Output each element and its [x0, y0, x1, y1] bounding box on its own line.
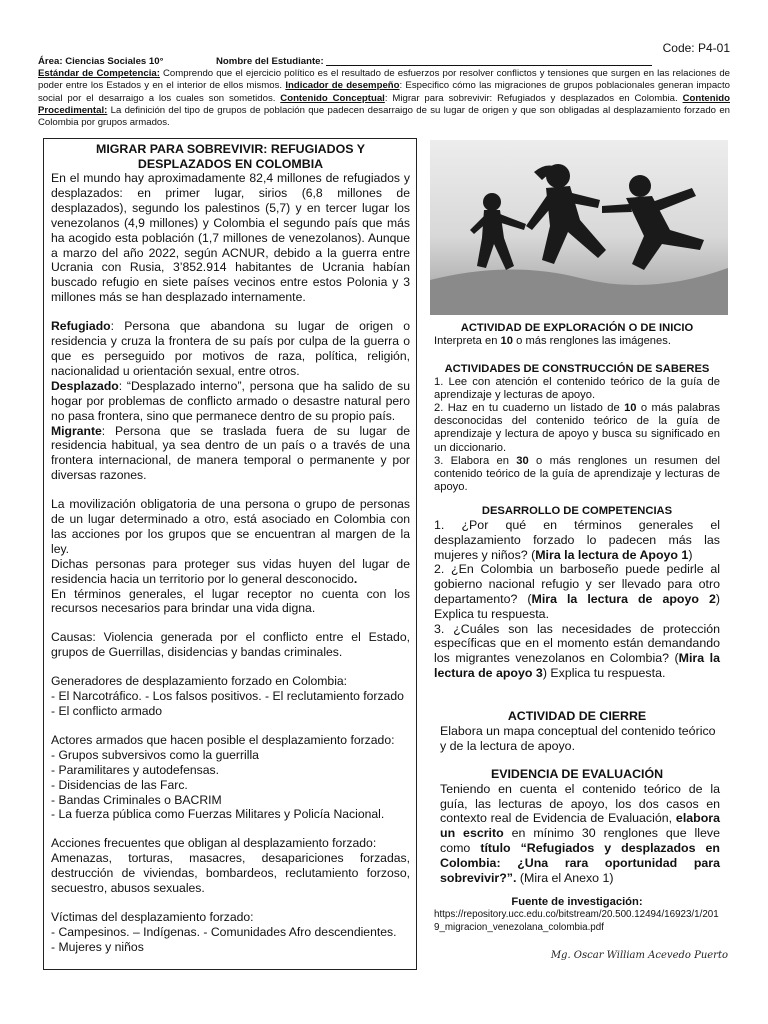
construccion-section — [434, 363, 720, 494]
generadores-item: - El conflicto armado — [51, 704, 163, 718]
desplazado-def-text: : “Desplazado interno”, persona que ha salido de su hogar por problemas de conflicto armado o desastre natural pero no pasa frontera, sino que permanece dentro de su propio país. — [51, 378, 410, 423]
d1a: 1. ¿Por qué en términos generales el desplazamiento forzado lo padecen más las mujeres y niños? ( — [434, 518, 720, 562]
d1b: Mira la lectura de Apoyo 1 — [535, 547, 689, 562]
dichas-paragraph — [51, 557, 410, 587]
construccion-title: ACTIVIDADES DE CONSTRUCCIÓN DE SABERES — [444, 363, 710, 375]
migrante-def-text: : Persona que se traslada fuera de su lugar de residencia habitual, ya sea dentro de un país o a través de una frontera internacional, de manera temporal o permanente y por diversas razones. — [51, 423, 410, 483]
actores-item: - Paramilitares y autodefensas. — [51, 762, 219, 777]
construccion-item-2 — [434, 402, 720, 454]
exploracion-a: Interpreta en — [434, 335, 501, 348]
evidencia-text — [434, 782, 720, 886]
desplazado-definition — [51, 379, 410, 424]
theory-title: MIGRAR PARA SOBREVIVIR: REFUGIADOS Y DESPLAZADOS EN COLOMBIA — [96, 142, 365, 171]
theory-box — [43, 138, 417, 970]
victimas-item: - Mujeres y niños — [51, 939, 144, 954]
indicador-text: : Especifico cómo las migraciones de grupos poblacionales generan impacto social por el desarraigo a los cuales son sometidos. — [38, 80, 730, 104]
refugiado-term: Refugiado — [51, 319, 111, 334]
exploracion-c: o más renglones las imágenes. — [513, 335, 671, 348]
area-label: Área: Ciencias Sociales 10° — [38, 56, 164, 67]
d2a: 2. ¿En Colombia un barboseño puede pedirle al gobierno nacional refugio y ser llevado para otro departamento? ( — [434, 562, 720, 606]
evidencia-section — [434, 767, 720, 885]
actores-item: - Disidencias de las Farc. — [51, 777, 188, 792]
fuente-title: Fuente de investigación: — [511, 896, 643, 908]
author-signature: Mg. Oscar William Acevedo Puerto — [550, 950, 728, 961]
exploracion-section — [434, 322, 720, 348]
construccion-item-1: 1. Lee con atención el contenido teórico de la guía de aprendizaje y lecturas de apoyo. — [434, 376, 720, 402]
desarrollo-item-3 — [434, 622, 720, 681]
terminos-paragraph: En términos generales, el lugar receptor no cuenta con los recursos necesarios para brindar una vida digna. — [51, 586, 410, 616]
actores-item: - Bandas Criminales o BACRIM — [51, 792, 222, 807]
desarrollo-section — [434, 505, 720, 681]
indicador-label: Indicador de desempeño — [285, 80, 400, 92]
c3c: o más renglones un resumen del contenido teórico de la guía de aprendizaje y lecturas de apoyo. — [434, 454, 720, 493]
acciones-title: Acciones frecuentes que obligan al desplazamiento forzado: — [51, 836, 377, 851]
migrante-term: Migrante — [51, 423, 102, 438]
exploracion-title: ACTIVIDAD DE EXPLORACIÓN O DE INICIO — [460, 322, 694, 334]
document-header — [38, 56, 730, 129]
d2c: ) Explica tu respuesta. — [434, 591, 721, 621]
actores-item: - Grupos subversivos como la guerrilla — [51, 747, 259, 762]
conceptual-text: : Migrar para sobrevivir: Refugiados y desplazados en Colombia. — [384, 92, 683, 104]
desarrollo-item-2 — [434, 562, 720, 621]
actores-title: Actores armados que hacen posible el desplazamiento forzado: — [51, 732, 395, 747]
generadores-item: - El Narcotráfico. - Los falsos positivos. - El reclutamiento forzado — [51, 689, 404, 704]
causas-paragraph: Causas: Violencia generada por el conflicto entre el Estado, grupos de Guerrillas, disidencias y bandas criminales. — [51, 630, 410, 660]
fleeing-people-image — [430, 140, 728, 315]
refugiado-definition — [51, 319, 410, 379]
d3b: Mira la lectura de apoyo 3 — [434, 651, 720, 680]
generadores-title: Generadores de desplazamiento forzado en Colombia: — [51, 674, 348, 689]
student-name-line — [326, 56, 652, 66]
desarrollo-item-1 — [434, 518, 720, 562]
c2c: o más palabras desconocidas del contenido teórico de la guía de aprendizaje y lectura de apoyo y busca su significado en un diccionario. — [434, 402, 720, 454]
estandar-text: Comprendo que el ejercicio político es el resultado de esfuerzos por resolver conflictos y tensiones que surgen en las relaciones de poder entre los Estados y en el interior de ellos mismos. — [38, 68, 730, 92]
student-name-label: Nombre del Estudiante: — [216, 56, 324, 67]
e4: título “Refugiados y desplazados en Colombia: ¿Una rara oportunidad para sobrevivir?”. — [440, 840, 720, 885]
c3b: 30 — [516, 454, 529, 467]
exploracion-text — [434, 335, 720, 348]
construccion-item-3 — [434, 455, 720, 494]
document-code: Code: P4-01 — [662, 41, 730, 55]
fuente-link[interactable]: https://repository.ucc.edu.co/bitstream/20.500.12494/16923/1/2019_migracion_venezolana_colombia.pdf — [434, 909, 719, 933]
d3c: ) Explica tu respuesta. — [542, 665, 666, 680]
desplazado-term: Desplazado — [51, 378, 119, 393]
c2a: 2. Haz en tu cuaderno un listado de — [434, 402, 625, 415]
procedimental-text: La definición del tipo de grupos de población que padecen desarraigo de su lugar de origen y que son obligadas al desplazamiento forzado en Colombia por grupos armados. — [38, 104, 730, 129]
conceptual-label: Contenido Conceptual — [280, 92, 385, 104]
dichas-text: Dichas personas para proteger sus vidas huyen del lugar de residencia hacia un territorio por lo general desconocido — [51, 556, 410, 586]
victimas-item: - Campesinos. – Indígenas. - Comunidades Afro descendientes. — [51, 924, 397, 939]
e2: elabora un escrito — [440, 811, 720, 841]
e1: Teniendo en cuenta el contenido teórico de la guía, las lecturas de apoyo, los dos casos en contexto real de Evidencia de Evaluación, — [440, 781, 720, 826]
movilizacion-paragraph: La movilización obligatoria de una persona o grupo de personas de un lugar determinado a otro, está asociado en Colombia con las acciones por los grupos que se encuentran al margen de la ley. — [51, 497, 410, 556]
actores-item: - La fuerza pública como Fuerzas Militares y Policía Nacional. — [51, 807, 385, 822]
cierre-title: ACTIVIDAD DE CIERRE — [507, 709, 647, 723]
e5: (Mira el Anexo 1) — [516, 870, 614, 885]
fuente-section — [434, 896, 720, 934]
dichas-dot: . — [353, 571, 358, 586]
acciones-text: Amenazas, torturas, masacres, desapariciones forzadas, destrucción de viviendas, bombardeos, reclutamiento forzoso, secuestro, abusos sexuales. — [51, 851, 410, 896]
migrante-definition — [51, 424, 410, 484]
desarrollo-title: DESARROLLO DE COMPETENCIAS — [481, 505, 673, 517]
victimas-title: Víctimas del desplazamiento forzado: — [51, 909, 254, 924]
estandar-label: Estándar de Competencia: — [38, 68, 160, 80]
c3a: 3. Elabora en — [434, 454, 517, 467]
e3: en mínimo 30 renglones que lleve como — [440, 826, 720, 855]
d2b: Mira la lectura de apoyo 2 — [531, 591, 716, 606]
evidencia-title: EVIDENCIA DE EVALUACIÓN — [490, 767, 664, 781]
c2b: 10 — [624, 402, 637, 415]
d1c: ) — [688, 547, 693, 562]
procedimental-label: Contenido Procedimental: — [38, 92, 730, 116]
refugiado-def-text: : Persona que abandona su lugar de origen o residencia y cruza la frontera de su país por culpa de la guerra o que es perseguido por motivos de raza, política, religión, nacionalidad u orientación sexual, entre otros. — [51, 319, 410, 378]
cierre-text: Elabora un mapa conceptual del contenido teórico y de la lectura de apoyo. — [440, 723, 716, 753]
d3a: 3. ¿Cuáles son las necesidades de protección específicas que en el momento están demandando los migrantes venezolanos en Colombia? ( — [434, 621, 720, 666]
exploracion-b: 10 — [500, 335, 513, 348]
cierre-section — [434, 709, 720, 753]
intro-paragraph: En el mundo hay aproximadamente 82,4 millones de refugiados y desplazados: en primer lugar, sirios (6,8 millones de desplazados), segundo los palestinos (5,7) y en tercer lugar los venezolanos (4,9 millones) y Colombia el segundo país que más ha acogido esta población (1,7 millones de venezolanos). Aunque a marzo del año 2022, según ACNUR, debido a la guerra entre Ucrania con Rusia, 3’852.914 habitantes de Ucrania habían buscado refugio en siete países vecinos entre estos Polonia y 3 millones más se han desplazado internamente. — [51, 171, 410, 305]
